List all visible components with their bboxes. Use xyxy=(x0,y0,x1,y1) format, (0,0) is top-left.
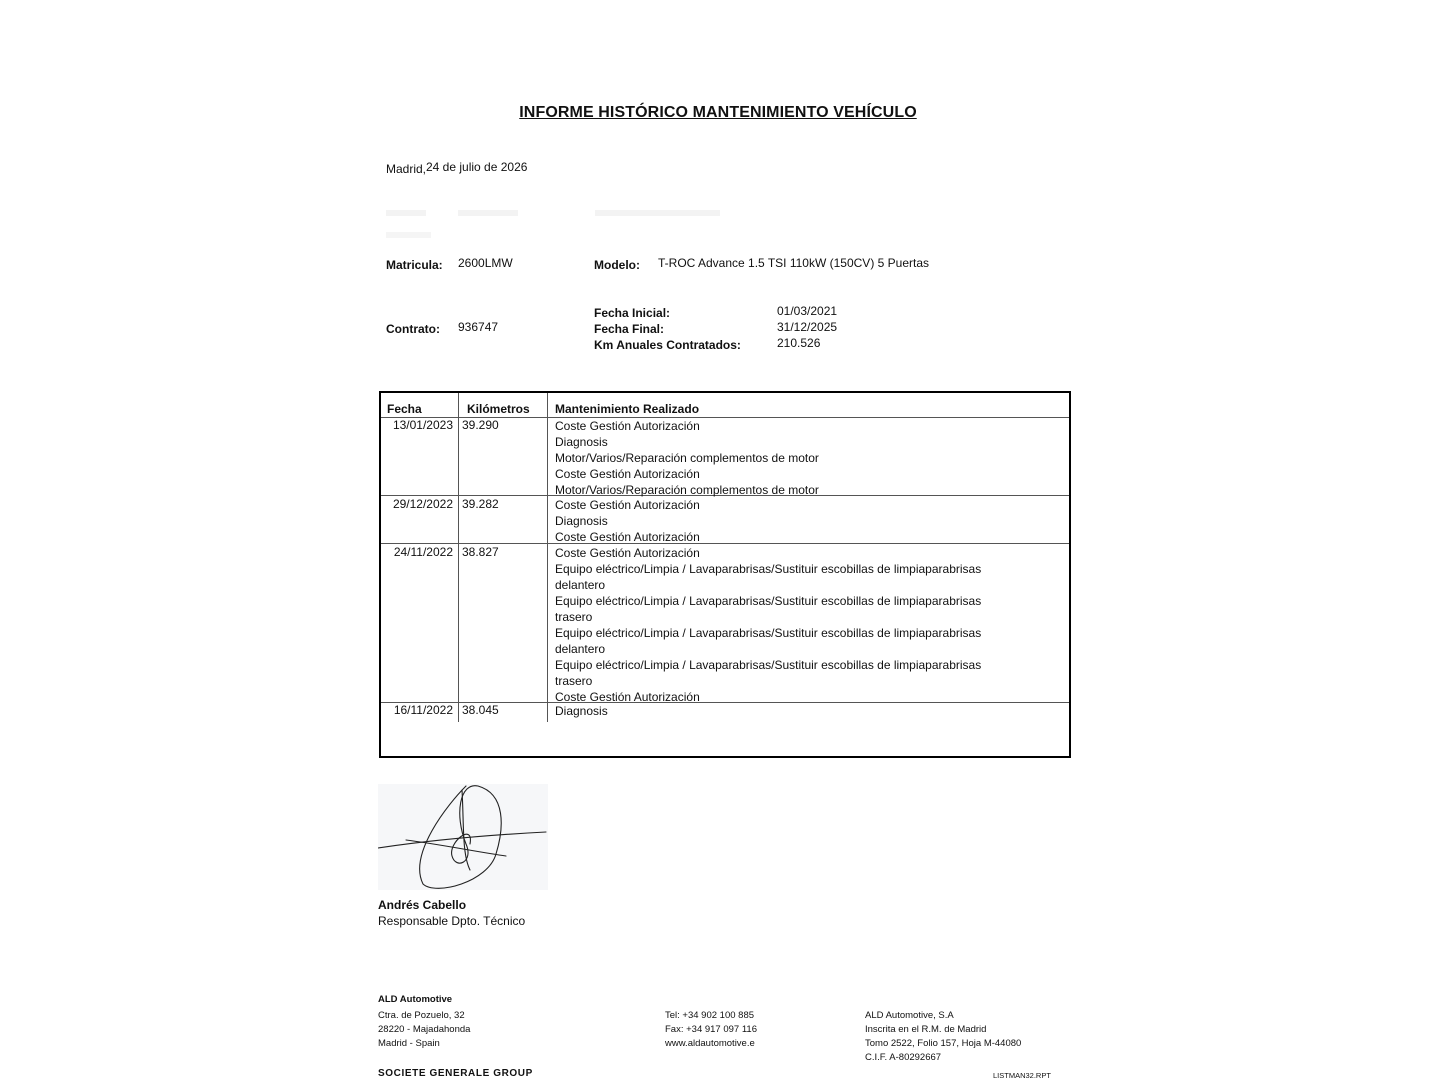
signature-icon xyxy=(378,784,548,890)
header-kilometros: Kilómetros xyxy=(467,402,530,416)
maintenance-item: Equipo eléctrico/Limpia / Lavaparabrisas/Sustituir escobillas de limpiaparabrisas xyxy=(555,658,982,672)
contrato-value: 936747 xyxy=(458,320,499,334)
row-items xyxy=(555,703,608,719)
footer-legal-line: ALD Automotive, S.A xyxy=(865,1010,954,1021)
footer-address-line: Ctra. de Pozuelo, 32 xyxy=(378,1010,465,1021)
footer-company: ALD Automotive xyxy=(378,994,453,1005)
redacted-block xyxy=(458,210,518,216)
table-row xyxy=(381,417,1069,496)
row-items xyxy=(555,497,700,545)
footer-legal-line: C.I.F. A-80292667 xyxy=(865,1052,942,1063)
header-fecha: Fecha xyxy=(387,402,422,416)
row-km: 38.045 xyxy=(462,703,499,717)
row-km: 39.282 xyxy=(462,497,499,511)
fecha-inicial-label: Fecha Inicial: xyxy=(594,306,671,320)
redacted-block xyxy=(386,232,431,238)
footer-legal-line: Tomo 2522, Folio 157, Hoja M-44080 xyxy=(865,1038,1022,1049)
maintenance-item: delantero xyxy=(555,578,606,592)
maintenance-item: Coste Gestión Autorización xyxy=(555,419,700,433)
modelo-label: Modelo: xyxy=(594,258,640,272)
row-items xyxy=(555,418,819,498)
footer-web-link[interactable]: www.aldautomotive.e xyxy=(665,1038,755,1049)
maintenance-item: Diagnosis xyxy=(555,514,608,528)
maintenance-item: trasero xyxy=(555,674,593,688)
maintenance-table xyxy=(379,391,1071,758)
row-km: 38.827 xyxy=(462,545,499,559)
signature-image xyxy=(378,784,548,890)
row-items xyxy=(555,545,981,705)
maintenance-item: trasero xyxy=(555,610,593,624)
document-date: 24 de julio de 2026 xyxy=(426,160,528,174)
maintenance-item: Motor/Varios/Reparación complementos de motor xyxy=(555,483,819,497)
row-km: 39.290 xyxy=(462,418,499,432)
maintenance-item: Equipo eléctrico/Limpia / Lavaparabrisas/Sustituir escobillas de limpiaparabrisas xyxy=(555,626,982,640)
fecha-final-label: Fecha Final: xyxy=(594,322,665,336)
redacted-block xyxy=(595,210,720,216)
maintenance-item: Coste Gestión Autorización xyxy=(555,546,700,560)
row-fecha: 24/11/2022 xyxy=(393,545,453,559)
footer-fax: Fax: +34 917 097 116 xyxy=(665,1024,757,1035)
footer-address-line: Madrid - Spain xyxy=(378,1038,440,1049)
km-anuales-value: 210.526 xyxy=(777,336,821,350)
row-fecha: 13/01/2023 xyxy=(392,418,453,432)
fecha-inicial-value: 01/03/2021 xyxy=(777,304,838,318)
maintenance-item: Diagnosis xyxy=(555,435,608,449)
footer-legal-line: Inscrita en el R.M. de Madrid xyxy=(865,1024,987,1035)
km-anuales-label: Km Anuales Contratados: xyxy=(594,338,741,352)
redacted-block xyxy=(386,210,426,216)
footer-tel: Tel: +34 902 100 885 xyxy=(665,1010,755,1021)
modelo-value: T-ROC Advance 1.5 TSI 110kW (150CV) 5 Puertas xyxy=(658,256,930,270)
report-code: LISTMAN32.RPT xyxy=(993,1071,1051,1080)
maintenance-item: Coste Gestión Autorización xyxy=(555,498,700,512)
footer-address-line: 28220 - Majadahonda xyxy=(378,1024,471,1035)
maintenance-item: Diagnosis xyxy=(555,704,608,718)
maintenance-item: Equipo eléctrico/Limpia / Lavaparabrisas/Sustituir escobillas de limpiaparabrisas xyxy=(555,562,982,576)
footer-group-logo: SOCIETE GENERALE GROUP xyxy=(378,1068,533,1079)
table-header xyxy=(381,393,1069,418)
document-title: INFORME HISTÓRICO MANTENIMIENTO VEHÍCULO xyxy=(519,104,917,121)
maintenance-item: Coste Gestión Autorización xyxy=(555,690,700,704)
maintenance-item: Motor/Varios/Reparación complementos de motor xyxy=(555,451,819,465)
matricula-value: 2600LMW xyxy=(458,256,513,270)
signatory-name: Andrés Cabello xyxy=(378,898,467,912)
matricula-label: Matricula: xyxy=(386,258,443,272)
row-fecha: 29/12/2022 xyxy=(392,497,453,511)
fecha-final-value: 31/12/2025 xyxy=(777,320,838,334)
header-mantenimiento: Mantenimiento Realizado xyxy=(555,402,700,416)
maintenance-item: Equipo eléctrico/Limpia / Lavaparabrisas/Sustituir escobillas de limpiaparabrisas xyxy=(555,594,982,608)
table-row xyxy=(381,703,1069,723)
document-place: Madrid, xyxy=(386,162,427,176)
table-row xyxy=(381,544,1069,703)
row-fecha: 16/11/2022 xyxy=(393,703,453,717)
maintenance-item: Coste Gestión Autorización xyxy=(555,530,700,544)
maintenance-item: delantero xyxy=(555,642,606,656)
contrato-label: Contrato: xyxy=(386,322,440,336)
signatory-role: Responsable Dpto. Técnico xyxy=(378,914,526,928)
table-row xyxy=(381,496,1069,544)
maintenance-item: Coste Gestión Autorización xyxy=(555,467,700,481)
